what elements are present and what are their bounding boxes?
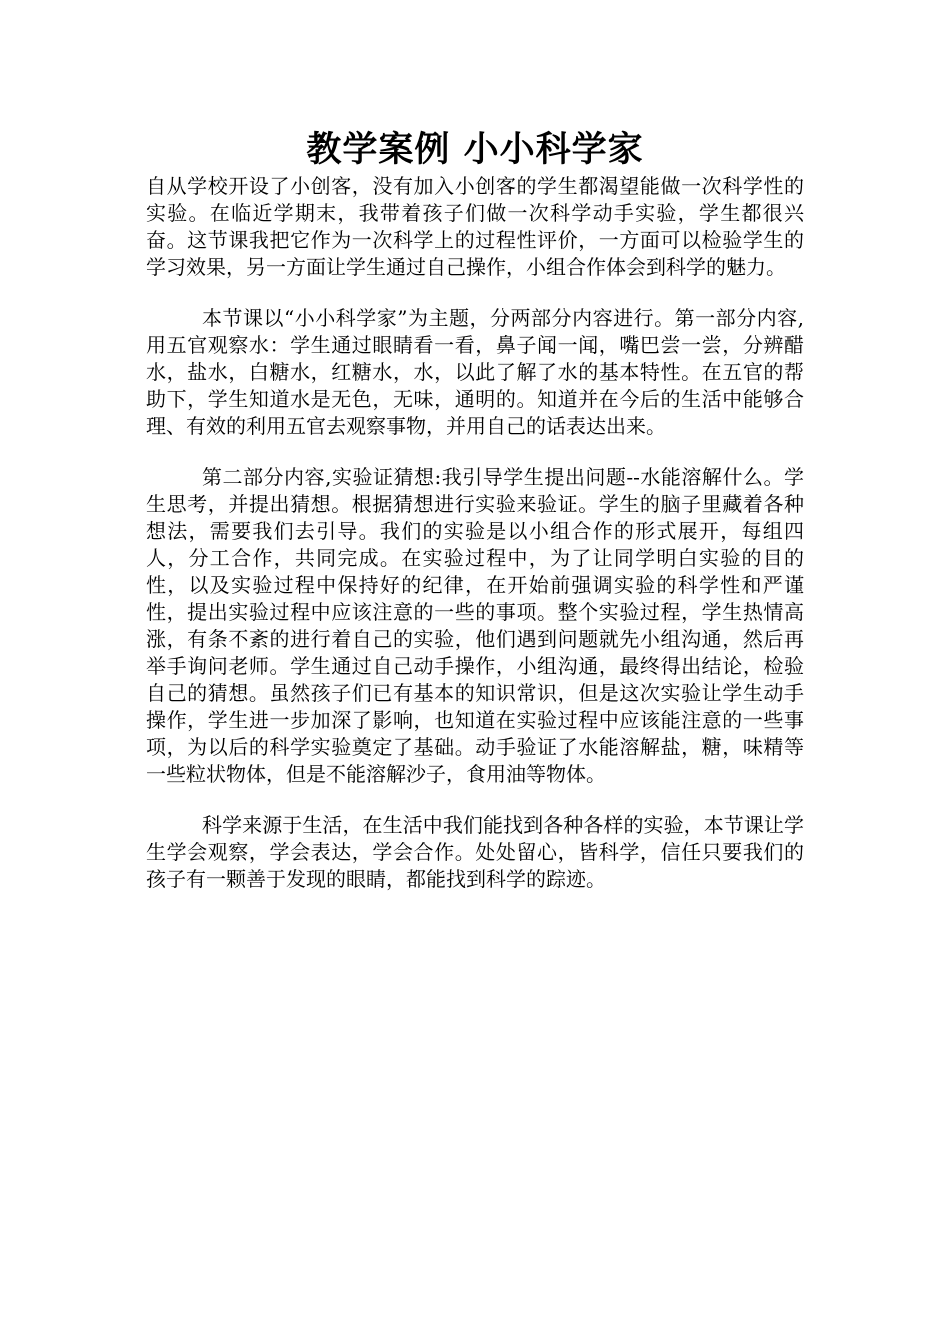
paragraph-conclusion: 科学来源于生活，在生活中我们能找到各种各样的实验，本节课让学生学会观察，学会表达，学会合作。处处留心，皆科学，信任只要我们的孩子有一颗善于发现的眼睛，都能找到科学的踪迹。 [146,813,804,891]
document-title: 教学案例 小小科学家 [306,129,644,170]
paragraph-intro: 自从学校开设了小创客，没有加入小创客的学生都渴望能做一次科学性的实验。在临近学期末，我带着孩子们做一次科学动手实验，学生都很兴奋。这节课我把它作为一次科学上的过程性评价，一方面可以检验学生的学习效果，另一方面让学生通过自己操作，小组合作体会到科学的魅力。 [146,174,804,279]
document-body [146,173,804,893]
paragraph-part-one: 本节课以“小小科学家”为主题，分两部分内容进行。第一部分内容,用五官观察水：学生通过眼睛看一看，鼻子闻一闻，嘴巴尝一尝，分辨醋水，盐水，白糖水，红糖水，水，以此了解了水的基本特性。在五官的帮助下，学生知道水是无色，无味，通明的。知道并在今后的生活中能够合理、有效的利用五官去观察事物，并用自己的话表达出来。 [146,306,804,438]
paragraph-part-two: 第二部分内容,实验证猜想:我引导学生提出问题--水能溶解什么。学生思考，并提出猜想。根据猜想进行实验来验证。学生的脑子里藏着各种想法，需要我们去引导。我们的实验是以小组合作的形式展开，每组四人，分工合作，共同完成。在实验过程中，为了让同学明白实验的目的性，以及实验过程中保持好的纪律，在开始前强调实验的科学性和严谨性，提出实验过程中应该注意的一些的事项。整个实验过程，学生热情高涨，有条不紊的进行着自己的实验，他们遇到问题就先小组沟通，然后再举手询问老师。学生通过自己动手操作，小组沟通，最终得出结论，检验自己的猜想。虽然孩子们已有基本的知识常识，但是这次实验让学生动手操作，学生进一步加深了影响，也知道在实验过程中应该能注意的一些事项，为以后的科学实验奠定了基础。动手验证了水能溶解盐，糖，味精等一些粒状物体，但是不能溶解沙子，食用油等物体。 [146,465,804,786]
